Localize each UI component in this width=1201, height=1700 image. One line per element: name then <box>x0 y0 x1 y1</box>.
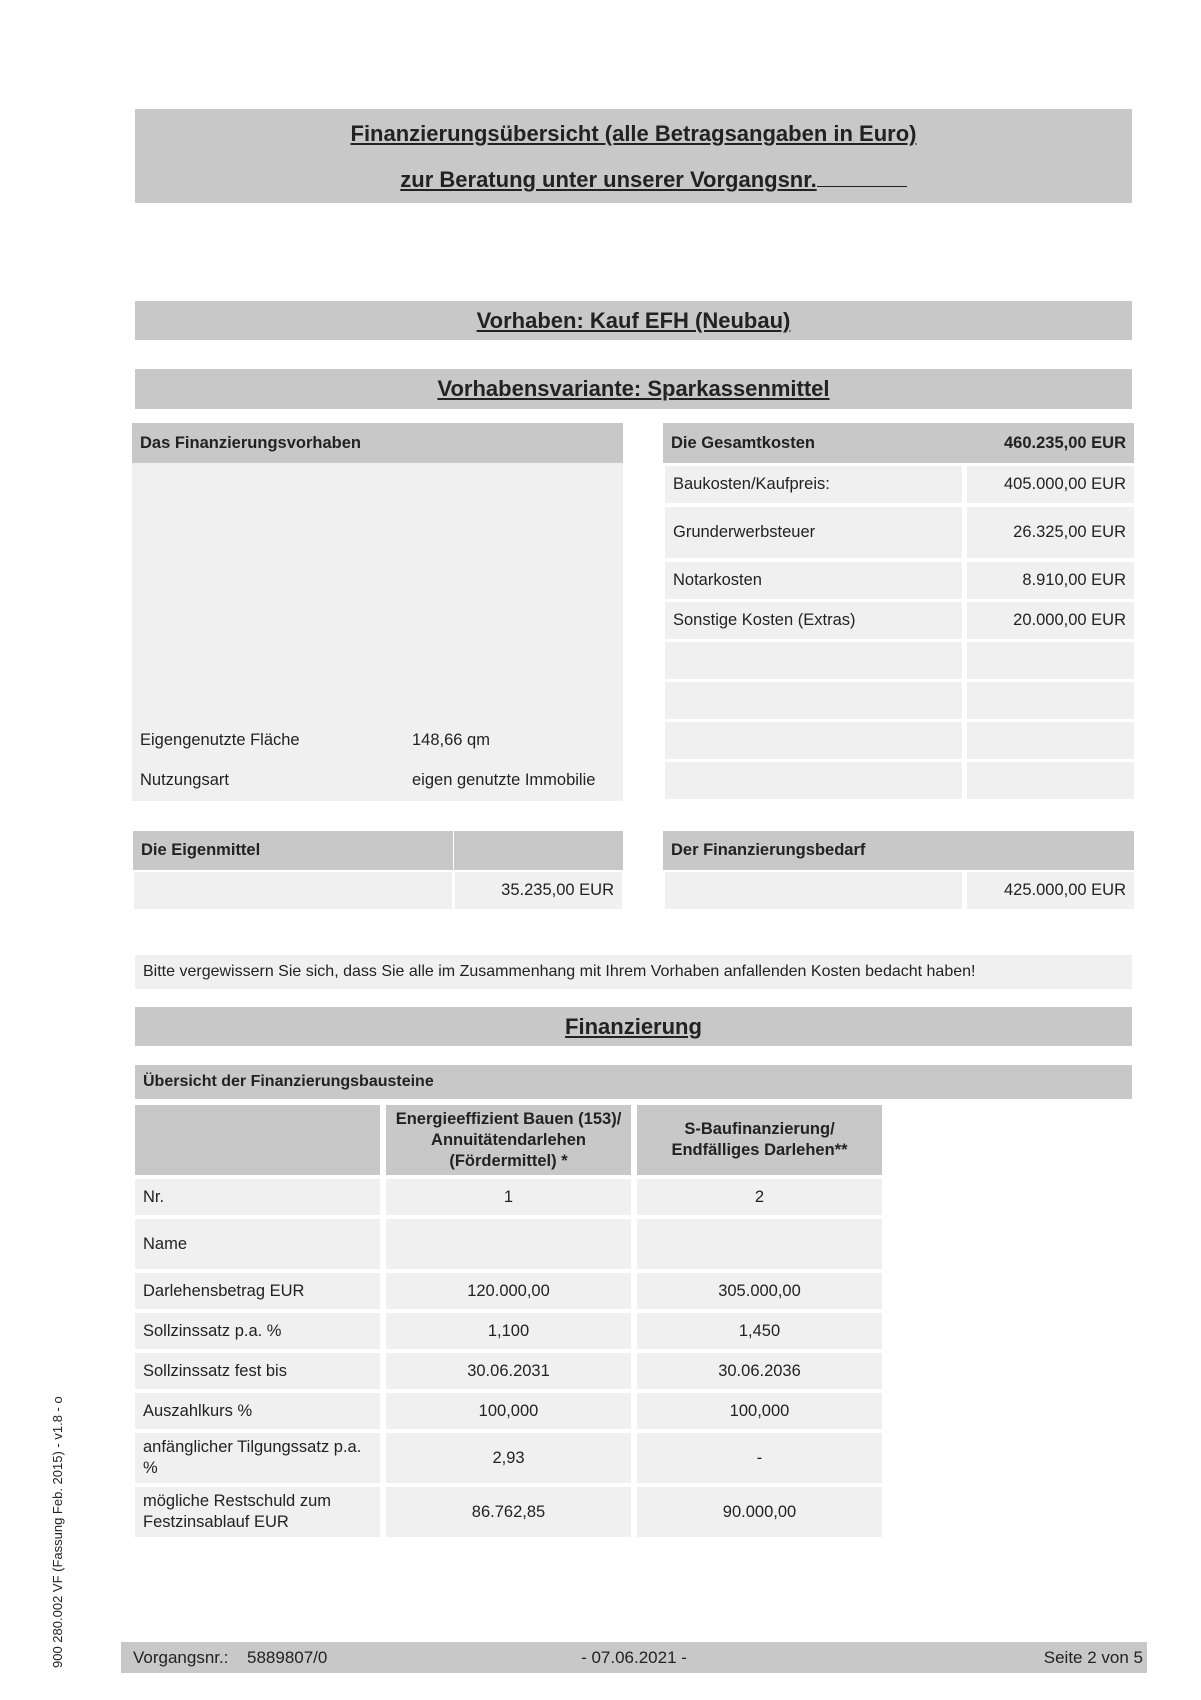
vorhaben-bar: Vorhaben: Kauf EFH (Neubau) <box>135 301 1132 340</box>
loan-row-value: 1,450 <box>637 1313 882 1349</box>
eigengenutzte-flaeche-value: 148,66 qm <box>412 730 490 749</box>
finanzierungsvorhaben-header-value <box>404 423 623 463</box>
nutzungsart-label: Nutzungsart <box>140 770 229 789</box>
loan-column-header: Energieeffizient Bauen (153)/ Annuitätendarlehen (Fördermittel) * <box>386 1105 631 1175</box>
loan-row-label: Sollzinssatz p.a. % <box>135 1313 380 1349</box>
eigenmittel-header: Die Eigenmittel <box>133 831 453 870</box>
kosten-empty-row <box>665 722 962 759</box>
kosten-empty-row <box>665 762 962 799</box>
loan-row-label: mögliche Restschuld zum Festzinsablauf EUR <box>135 1487 380 1537</box>
kosten-empty-row <box>967 642 1134 679</box>
loan-row-label: Auszahlkurs % <box>135 1393 380 1429</box>
loan-row-value: 90.000,00 <box>637 1487 882 1537</box>
kosten-row-value: 26.325,00 EUR <box>967 507 1134 558</box>
title-box <box>135 109 1132 203</box>
loan-row-label: Nr. <box>135 1179 380 1215</box>
loan-row-value: 305.000,00 <box>637 1273 882 1309</box>
kosten-row-label: Baukosten/Kaufpreis: <box>665 466 962 503</box>
footer-vorgang-label: Vorgangsnr.: <box>133 1648 229 1667</box>
loan-row-value: 2,93 <box>386 1433 631 1483</box>
loan-row-value: 2 <box>637 1179 882 1215</box>
hinweis-note: Bitte vergewissern Sie sich, dass Sie alle im Zusammenhang mit Ihrem Vorhaben anfallenden Kosten bedacht haben! <box>135 955 1132 989</box>
loan-row-value: 100,000 <box>386 1393 631 1429</box>
finanzierungsbedarf-empty <box>665 872 962 909</box>
kosten-empty-row <box>665 642 962 679</box>
bausteine-subheader: Übersicht der Finanzierungsbausteine <box>135 1065 1132 1099</box>
eigenmittel-empty <box>134 872 452 909</box>
loan-table-corner <box>135 1105 380 1175</box>
page-footer <box>121 1642 1147 1673</box>
eigenmittel-value: 35.235,00 EUR <box>455 872 622 909</box>
loan-row-value: 30.06.2031 <box>386 1353 631 1389</box>
kosten-row-value: 405.000,00 EUR <box>967 466 1134 503</box>
eigengenutzte-flaeche-label: Eigengenutzte Fläche <box>140 730 300 749</box>
loan-row-value: 1,100 <box>386 1313 631 1349</box>
finanzierungsbedarf-header: Der Finanzierungsbedarf <box>663 831 964 870</box>
eigenmittel-header-value <box>454 831 623 870</box>
footer-page-number: Seite 2 von 5 <box>1043 1648 1143 1667</box>
kosten-empty-row <box>665 682 962 719</box>
loan-row-value: 1 <box>386 1179 631 1215</box>
kosten-empty-row <box>967 722 1134 759</box>
gesamtkosten-total: 460.235,00 EUR <box>964 423 1134 463</box>
finanzierung-bar: Finanzierung <box>135 1007 1132 1046</box>
finanzierungsvorhaben-header: Das Finanzierungsvorhaben <box>132 423 404 463</box>
footer-date: - 07.06.2021 - <box>581 1648 687 1667</box>
loan-row-value: - <box>637 1433 882 1483</box>
finanzierungsbedarf-header-value <box>964 831 1134 870</box>
loan-row-label: Name <box>135 1219 380 1269</box>
kosten-empty-row <box>967 682 1134 719</box>
loan-row-label: anfänglicher Tilgungssatz p.a. % <box>135 1433 380 1483</box>
kosten-row-label: Sonstige Kosten (Extras) <box>665 602 962 639</box>
loan-column-header: S-Baufinanzierung/ Endfälliges Darlehen** <box>637 1105 882 1175</box>
kosten-empty-row <box>967 762 1134 799</box>
loan-row-value <box>386 1219 631 1269</box>
gesamtkosten-header: Die Gesamtkosten <box>663 423 964 463</box>
nutzungsart-value: eigen genutzte Immobilie <box>412 770 596 789</box>
form-version-note: 900 280.002 VF (Fassung Feb. 2015) - v1.8 - o <box>50 1396 65 1668</box>
loan-row-label: Sollzinssatz fest bis <box>135 1353 380 1389</box>
finanzierungsbedarf-value: 425.000,00 EUR <box>967 872 1134 909</box>
kosten-row-value: 20.000,00 EUR <box>967 602 1134 639</box>
loan-row-value: 120.000,00 <box>386 1273 631 1309</box>
loan-row-value: 100,000 <box>637 1393 882 1429</box>
kosten-row-value: 8.910,00 EUR <box>967 562 1134 599</box>
loan-row-value: 86.762,85 <box>386 1487 631 1537</box>
variante-bar: Vorhabensvariante: Sparkassenmittel <box>135 369 1132 409</box>
loan-row-value: 30.06.2036 <box>637 1353 882 1389</box>
document-subtitle: zur Beratung unter unserer Vorgangsnr. <box>135 167 1132 193</box>
loan-row-label: Darlehensbetrag EUR <box>135 1273 380 1309</box>
kosten-row-label: Notarkosten <box>665 562 962 599</box>
loan-row-value <box>637 1219 882 1269</box>
document-title: Finanzierungsübersicht (alle Betragsangaben in Euro) <box>350 121 917 146</box>
kosten-row-label: Grunderwerbsteuer <box>665 507 962 558</box>
footer-vorgang-nr: 5889807/0 <box>247 1648 328 1667</box>
